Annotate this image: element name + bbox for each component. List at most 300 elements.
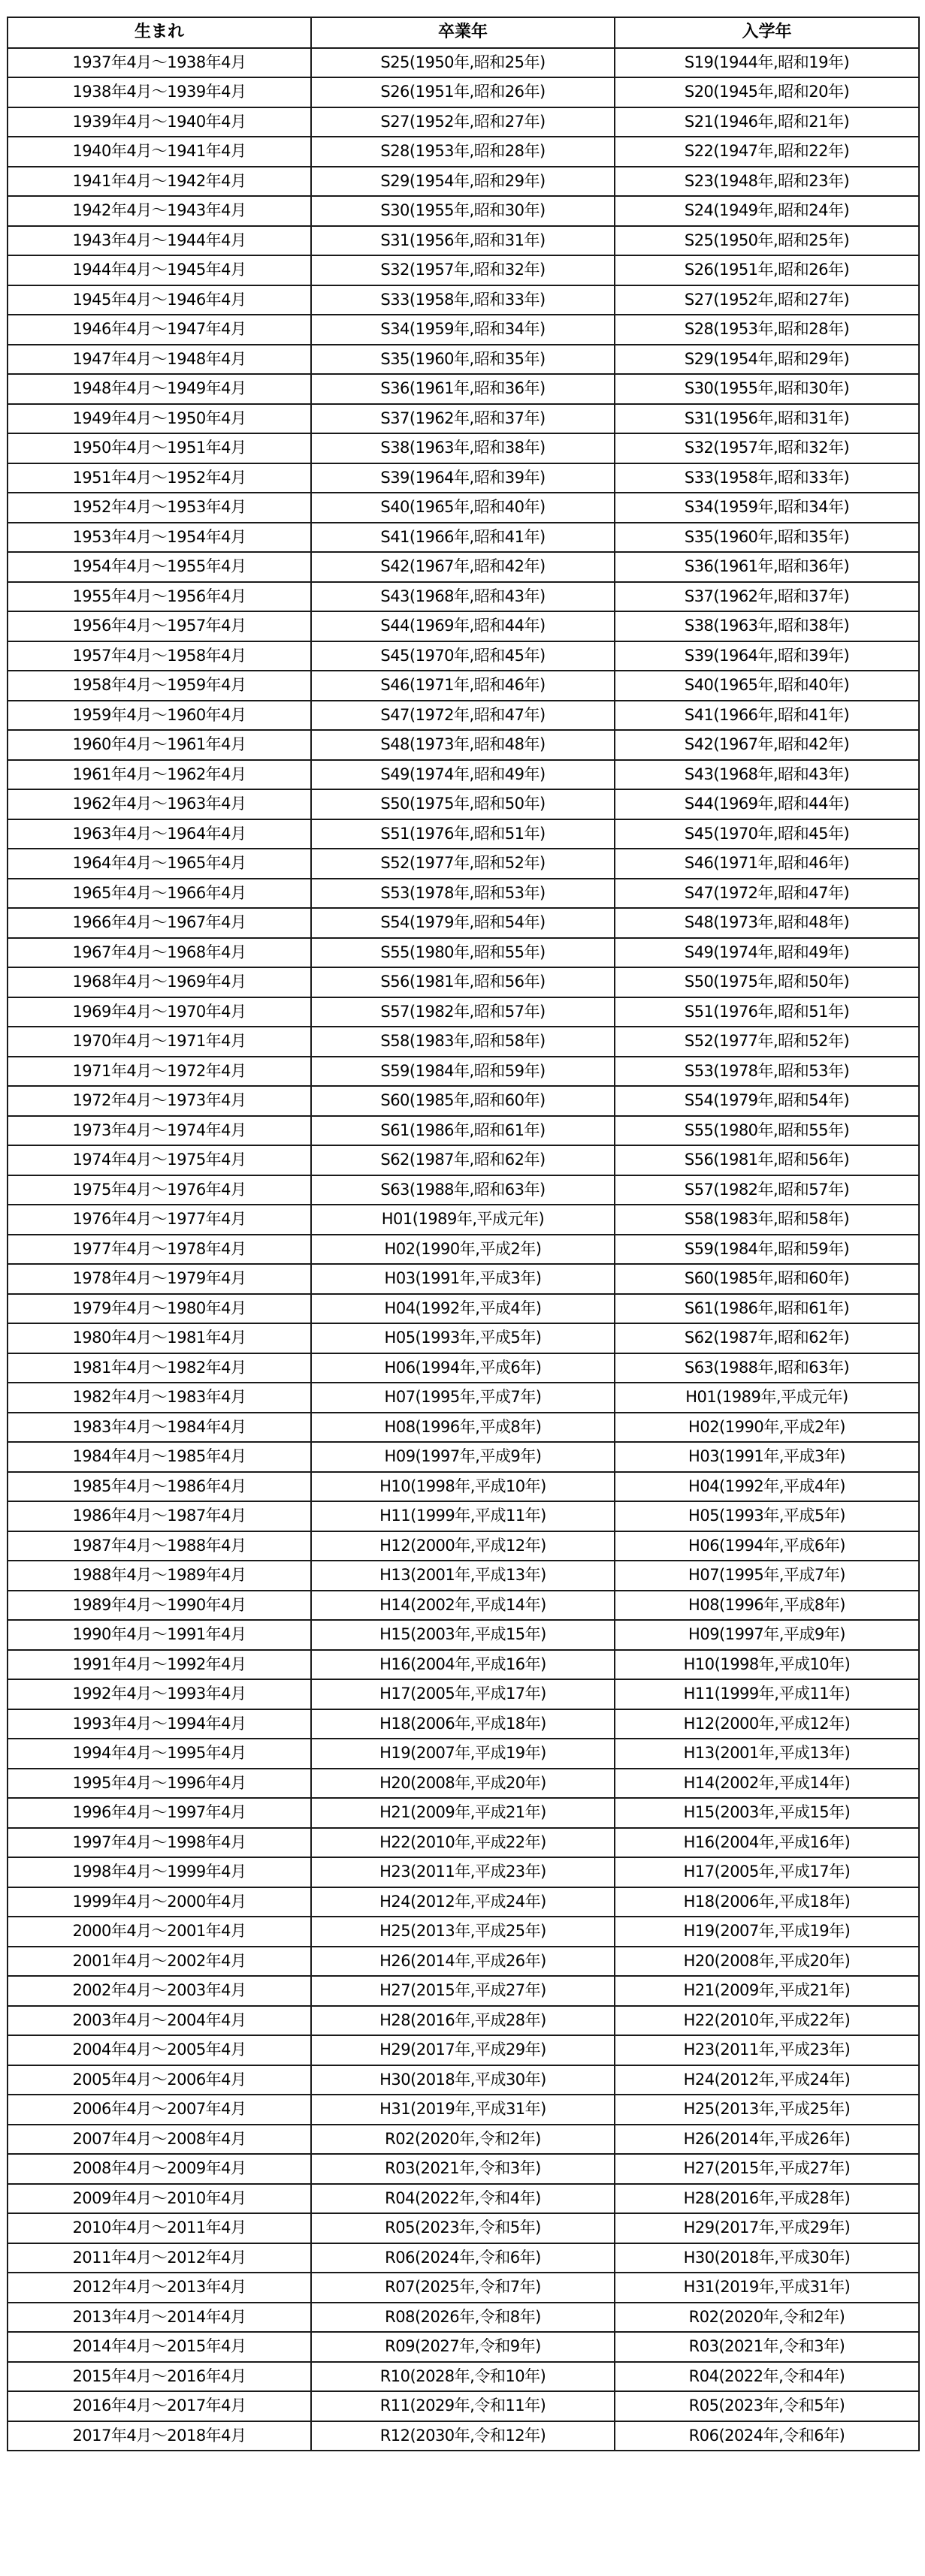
entrance-cell: H14(2002年,平成14年) (615, 1769, 919, 1799)
table-row (8, 1679, 919, 1709)
graduation-cell: S51(1976年,昭和51年) (311, 819, 615, 849)
birth-cell: 2011年4月～2012年4月 (8, 2243, 311, 2273)
entrance-cell: S30(1955年,昭和30年) (615, 374, 919, 404)
graduation-cell: H22(2010年,平成22年) (311, 1828, 615, 1858)
graduation-cell: H18(2006年,平成18年) (311, 1709, 615, 1739)
graduation-cell: H24(2012年,平成24年) (311, 1887, 615, 1917)
graduation-cell: S26(1951年,昭和26年) (311, 77, 615, 107)
birth-cell: 1937年4月～1938年4月 (8, 48, 311, 78)
graduation-cell: S57(1982年,昭和57年) (311, 997, 615, 1027)
entrance-cell: S19(1944年,昭和19年) (615, 48, 919, 78)
birth-cell: 1963年4月～1964年4月 (8, 819, 311, 849)
entrance-cell: S34(1959年,昭和34年) (615, 493, 919, 523)
entrance-cell: H18(2006年,平成18年) (615, 1887, 919, 1917)
birth-cell: 1992年4月～1993年4月 (8, 1679, 311, 1709)
entrance-cell: H12(2000年,平成12年) (615, 1709, 919, 1739)
graduation-cell: S47(1972年,昭和47年) (311, 701, 615, 731)
graduation-cell: R11(2029年,令和11年) (311, 2391, 615, 2421)
table-row (8, 1561, 919, 1591)
table-row (8, 1116, 919, 1146)
entrance-cell: S56(1981年,昭和56年) (615, 1145, 919, 1175)
birth-cell: 1973年4月～1974年4月 (8, 1116, 311, 1146)
birth-cell: 1959年4月～1960年4月 (8, 701, 311, 731)
table-row (8, 1887, 919, 1917)
entrance-cell: S50(1975年,昭和50年) (615, 967, 919, 997)
birth-cell: 1993年4月～1994年4月 (8, 1709, 311, 1739)
birth-cell: 1969年4月～1970年4月 (8, 997, 311, 1027)
table-row (8, 611, 919, 641)
graduation-cell: H23(2011年,平成23年) (311, 1857, 615, 1887)
birth-cell: 2016年4月～2017年4月 (8, 2391, 311, 2421)
graduation-cell: R04(2022年,令和4年) (311, 2184, 615, 2214)
birth-cell: 1951年4月～1952年4月 (8, 463, 311, 493)
birth-cell: 1946年4月～1947年4月 (8, 315, 311, 345)
entrance-cell: R02(2020年,令和2年) (615, 2303, 919, 2333)
graduation-cell: S62(1987年,昭和62年) (311, 1145, 615, 1175)
header-birth: 生まれ (8, 17, 311, 48)
birth-cell: 1981年4月～1982年4月 (8, 1353, 311, 1383)
graduation-cell: S53(1978年,昭和53年) (311, 879, 615, 909)
table-container (7, 17, 918, 2451)
graduation-cell: S30(1955年,昭和30年) (311, 196, 615, 226)
birth-cell: 1988年4月～1989年4月 (8, 1561, 311, 1591)
table-row (8, 671, 919, 701)
entrance-cell: S32(1957年,昭和32年) (615, 433, 919, 463)
birth-cell: 1952年4月～1953年4月 (8, 493, 311, 523)
entrance-cell: S49(1974年,昭和49年) (615, 938, 919, 968)
table-row (8, 1145, 919, 1175)
table-row (8, 463, 919, 493)
entrance-cell: H27(2015年,平成27年) (615, 2154, 919, 2184)
graduation-cell: R08(2026年,令和8年) (311, 2303, 615, 2333)
table-row (8, 1976, 919, 2006)
birth-cell: 1958年4月～1959年4月 (8, 671, 311, 701)
table-row (8, 789, 919, 819)
table-row (8, 285, 919, 315)
graduation-cell: H21(2009年,平成21年) (311, 1798, 615, 1828)
birth-cell: 1962年4月～1963年4月 (8, 789, 311, 819)
graduation-cell: R06(2024年,令和6年) (311, 2243, 615, 2273)
table-row (8, 48, 919, 78)
graduation-cell: H06(1994年,平成6年) (311, 1353, 615, 1383)
graduation-cell: S55(1980年,昭和55年) (311, 938, 615, 968)
entrance-cell: S62(1987年,昭和62年) (615, 1323, 919, 1353)
entrance-cell: H20(2008年,平成20年) (615, 1947, 919, 1977)
entrance-cell: H03(1991年,平成3年) (615, 1442, 919, 1472)
table-row (8, 2362, 919, 2392)
entrance-cell: S28(1953年,昭和28年) (615, 315, 919, 345)
birth-cell: 1995年4月～1996年4月 (8, 1769, 311, 1799)
table-row (8, 1828, 919, 1858)
graduation-cell: S36(1961年,昭和36年) (311, 374, 615, 404)
entrance-cell: S59(1984年,昭和59年) (615, 1235, 919, 1265)
table-row (8, 167, 919, 197)
table-row (8, 404, 919, 434)
birth-cell: 2007年4月～2008年4月 (8, 2125, 311, 2155)
birth-cell: 2008年4月～2009年4月 (8, 2154, 311, 2184)
entrance-cell: S41(1966年,昭和41年) (615, 701, 919, 731)
birth-cell: 1960年4月～1961年4月 (8, 730, 311, 760)
graduation-cell: H17(2005年,平成17年) (311, 1679, 615, 1709)
table-row (8, 1205, 919, 1235)
graduation-cell: H12(2000年,平成12年) (311, 1531, 615, 1561)
entrance-cell: S20(1945年,昭和20年) (615, 77, 919, 107)
graduation-cell: R10(2028年,令和10年) (311, 2362, 615, 2392)
graduation-cell: H08(1996年,平成8年) (311, 1413, 615, 1443)
birth-cell: 1967年4月～1968年4月 (8, 938, 311, 968)
graduation-cell: R09(2027年,令和9年) (311, 2332, 615, 2362)
graduation-cell: S34(1959年,昭和34年) (311, 315, 615, 345)
birth-cell: 1991年4月～1992年4月 (8, 1650, 311, 1680)
graduation-cell: S52(1977年,昭和52年) (311, 849, 615, 879)
graduation-cell: S41(1966年,昭和41年) (311, 523, 615, 553)
birth-cell: 1965年4月～1966年4月 (8, 879, 311, 909)
table-row (8, 1857, 919, 1887)
entrance-cell: S60(1985年,昭和60年) (615, 1264, 919, 1294)
birth-cell: 1961年4月～1962年4月 (8, 760, 311, 790)
birth-cell: 2010年4月～2011年4月 (8, 2213, 311, 2243)
entrance-cell: S42(1967年,昭和42年) (615, 730, 919, 760)
table-row (8, 2243, 919, 2273)
table-row (8, 641, 919, 671)
entrance-cell: R04(2022年,令和4年) (615, 2362, 919, 2392)
graduation-cell: S58(1983年,昭和58年) (311, 1027, 615, 1057)
graduation-cell: H29(2017年,平成29年) (311, 2035, 615, 2065)
table-row (8, 730, 919, 760)
entrance-cell: S57(1982年,昭和57年) (615, 1175, 919, 1205)
birth-cell: 1947年4月～1948年4月 (8, 345, 311, 375)
birth-cell: 2006年4月～2007年4月 (8, 2095, 311, 2125)
table-row (8, 493, 919, 523)
table-row (8, 1917, 919, 1947)
table-row (8, 1442, 919, 1472)
entrance-cell: S40(1965年,昭和40年) (615, 671, 919, 701)
entrance-cell: H23(2011年,平成23年) (615, 2035, 919, 2065)
table-row (8, 107, 919, 137)
birth-cell: 1987年4月～1988年4月 (8, 1531, 311, 1561)
table-row (8, 2006, 919, 2036)
table-row (8, 2095, 919, 2125)
table-row (8, 2332, 919, 2362)
table-header (8, 17, 919, 48)
graduation-cell: S60(1985年,昭和60年) (311, 1086, 615, 1116)
header-row (8, 17, 919, 48)
graduation-cell: R05(2023年,令和5年) (311, 2213, 615, 2243)
table-row (8, 1294, 919, 1324)
entrance-cell: R03(2021年,令和3年) (615, 2332, 919, 2362)
graduation-cell: R07(2025年,令和7年) (311, 2273, 615, 2303)
entrance-cell: S37(1962年,昭和37年) (615, 582, 919, 612)
graduation-cell: H20(2008年,平成20年) (311, 1769, 615, 1799)
table-row (8, 1235, 919, 1265)
birth-cell: 1942年4月～1943年4月 (8, 196, 311, 226)
entrance-cell: H24(2012年,平成24年) (615, 2065, 919, 2095)
entrance-cell: H26(2014年,平成26年) (615, 2125, 919, 2155)
graduation-cell: S50(1975年,昭和50年) (311, 789, 615, 819)
entrance-cell: H02(1990年,平成2年) (615, 1413, 919, 1443)
birth-cell: 2014年4月～2015年4月 (8, 2332, 311, 2362)
graduation-cell: S32(1957年,昭和32年) (311, 255, 615, 285)
table-row (8, 701, 919, 731)
entrance-cell: H22(2010年,平成22年) (615, 2006, 919, 2036)
birth-cell: 1955年4月～1956年4月 (8, 582, 311, 612)
entrance-cell: S53(1978年,昭和53年) (615, 1057, 919, 1087)
birth-cell: 1954年4月～1955年4月 (8, 552, 311, 582)
table-row (8, 582, 919, 612)
table-row (8, 2065, 919, 2095)
graduation-cell: H02(1990年,平成2年) (311, 1235, 615, 1265)
table-row (8, 997, 919, 1027)
entrance-cell: H07(1995年,平成7年) (615, 1561, 919, 1591)
table-row (8, 255, 919, 285)
table-row (8, 196, 919, 226)
entrance-cell: H04(1992年,平成4年) (615, 1472, 919, 1502)
birth-cell: 1943年4月～1944年4月 (8, 226, 311, 256)
entrance-cell: S63(1988年,昭和63年) (615, 1353, 919, 1383)
birth-cell: 1994年4月～1995年4月 (8, 1739, 311, 1769)
birth-cell: 1949年4月～1950年4月 (8, 404, 311, 434)
table-row (8, 1947, 919, 1977)
birth-cell: 1948年4月～1949年4月 (8, 374, 311, 404)
table-row (8, 849, 919, 879)
graduation-cell: H11(1999年,平成11年) (311, 1501, 615, 1531)
entrance-cell: S26(1951年,昭和26年) (615, 255, 919, 285)
birth-cell: 1978年4月～1979年4月 (8, 1264, 311, 1294)
birth-cell: 1953年4月～1954年4月 (8, 523, 311, 553)
birth-cell: 1983年4月～1984年4月 (8, 1413, 311, 1443)
table-row (8, 1531, 919, 1561)
entrance-cell: H10(1998年,平成10年) (615, 1650, 919, 1680)
table-row (8, 1057, 919, 1087)
graduation-cell: S37(1962年,昭和37年) (311, 404, 615, 434)
graduation-cell: S42(1967年,昭和42年) (311, 552, 615, 582)
entrance-cell: H25(2013年,平成25年) (615, 2095, 919, 2125)
birth-cell: 1945年4月～1946年4月 (8, 285, 311, 315)
table-row (8, 433, 919, 463)
table-row (8, 1086, 919, 1116)
birth-cell: 1939年4月～1940年4月 (8, 107, 311, 137)
graduation-cell: S56(1981年,昭和56年) (311, 967, 615, 997)
birth-cell: 1957年4月～1958年4月 (8, 641, 311, 671)
table-row (8, 1769, 919, 1799)
graduation-cell: S40(1965年,昭和40年) (311, 493, 615, 523)
table-row (8, 879, 919, 909)
entrance-cell: S38(1963年,昭和38年) (615, 611, 919, 641)
table-row (8, 967, 919, 997)
entrance-cell: H30(2018年,平成30年) (615, 2243, 919, 2273)
entrance-cell: S31(1956年,昭和31年) (615, 404, 919, 434)
birth-cell: 1940年4月～1941年4月 (8, 137, 311, 167)
birth-cell: 1970年4月～1971年4月 (8, 1027, 311, 1057)
table-row (8, 819, 919, 849)
birth-cell: 2005年4月～2006年4月 (8, 2065, 311, 2095)
entrance-cell: H15(2003年,平成15年) (615, 1798, 919, 1828)
entrance-cell: S25(1950年,昭和25年) (615, 226, 919, 256)
graduation-cell: S46(1971年,昭和46年) (311, 671, 615, 701)
graduation-cell: S61(1986年,昭和61年) (311, 1116, 615, 1146)
table-row (8, 2125, 919, 2155)
entrance-cell: H08(1996年,平成8年) (615, 1591, 919, 1621)
birth-cell: 1989年4月～1990年4月 (8, 1591, 311, 1621)
graduation-cell: S29(1954年,昭和29年) (311, 167, 615, 197)
entrance-cell: S47(1972年,昭和47年) (615, 879, 919, 909)
graduation-cell: R02(2020年,令和2年) (311, 2125, 615, 2155)
birth-cell: 2015年4月～2016年4月 (8, 2362, 311, 2392)
birth-cell: 1956年4月～1957年4月 (8, 611, 311, 641)
entrance-cell: H13(2001年,平成13年) (615, 1739, 919, 1769)
entrance-cell: S55(1980年,昭和55年) (615, 1116, 919, 1146)
graduation-cell: H28(2016年,平成28年) (311, 2006, 615, 2036)
entrance-cell: S58(1983年,昭和58年) (615, 1205, 919, 1235)
entrance-cell: H19(2007年,平成19年) (615, 1917, 919, 1947)
birth-cell: 2017年4月～2018年4月 (8, 2421, 311, 2451)
graduation-cell: H27(2015年,平成27年) (311, 1976, 615, 2006)
graduation-cell: S38(1963年,昭和38年) (311, 433, 615, 463)
birth-cell: 1999年4月～2000年4月 (8, 1887, 311, 1917)
table-row (8, 1620, 919, 1650)
birth-cell: 1966年4月～1967年4月 (8, 908, 311, 938)
entrance-cell: R06(2024年,令和6年) (615, 2421, 919, 2451)
entrance-cell: S21(1946年,昭和21年) (615, 107, 919, 137)
birth-cell: 1985年4月～1986年4月 (8, 1472, 311, 1502)
table-row (8, 374, 919, 404)
entrance-cell: S44(1969年,昭和44年) (615, 789, 919, 819)
entrance-cell: S23(1948年,昭和23年) (615, 167, 919, 197)
entrance-cell: H17(2005年,平成17年) (615, 1857, 919, 1887)
header-graduation-year: 卒業年 (311, 17, 615, 48)
birth-cell: 1950年4月～1951年4月 (8, 433, 311, 463)
birth-cell: 1990年4月～1991年4月 (8, 1620, 311, 1650)
entrance-cell: H21(2009年,平成21年) (615, 1976, 919, 2006)
graduation-cell: H04(1992年,平成4年) (311, 1294, 615, 1324)
table-row (8, 938, 919, 968)
table-row (8, 2213, 919, 2243)
birth-cell: 2000年4月～2001年4月 (8, 1917, 311, 1947)
entrance-cell: S61(1986年,昭和61年) (615, 1294, 919, 1324)
birth-cell: 1997年4月～1998年4月 (8, 1828, 311, 1858)
birth-cell: 1964年4月～1965年4月 (8, 849, 311, 879)
birth-cell: 2009年4月～2010年4月 (8, 2184, 311, 2214)
table-row (8, 2273, 919, 2303)
entrance-cell: S54(1979年,昭和54年) (615, 1086, 919, 1116)
entrance-cell: S36(1961年,昭和36年) (615, 552, 919, 582)
birth-cell: 1996年4月～1997年4月 (8, 1798, 311, 1828)
birth-cell: 1986年4月～1987年4月 (8, 1501, 311, 1531)
table-row (8, 1323, 919, 1353)
table-row (8, 1472, 919, 1502)
graduation-cell: R03(2021年,令和3年) (311, 2154, 615, 2184)
entrance-cell: S39(1964年,昭和39年) (615, 641, 919, 671)
entrance-cell: S45(1970年,昭和45年) (615, 819, 919, 849)
table-row (8, 315, 919, 345)
table-row (8, 1264, 919, 1294)
birth-cell: 2003年4月～2004年4月 (8, 2006, 311, 2036)
graduation-cell: S35(1960年,昭和35年) (311, 345, 615, 375)
entrance-cell: S24(1949年,昭和24年) (615, 196, 919, 226)
table-row (8, 1413, 919, 1443)
entrance-cell: H16(2004年,平成16年) (615, 1828, 919, 1858)
table-row (8, 2391, 919, 2421)
birth-cell: 1944年4月～1945年4月 (8, 255, 311, 285)
table-row (8, 1027, 919, 1057)
entrance-cell: S22(1947年,昭和22年) (615, 137, 919, 167)
birth-cell: 1998年4月～1999年4月 (8, 1857, 311, 1887)
graduation-cell: S45(1970年,昭和45年) (311, 641, 615, 671)
birth-cell: 2002年4月～2003年4月 (8, 1976, 311, 2006)
entrance-cell: R05(2023年,令和5年) (615, 2391, 919, 2421)
entrance-cell: S52(1977年,昭和52年) (615, 1027, 919, 1057)
birth-cell: 2012年4月～2013年4月 (8, 2273, 311, 2303)
table-row (8, 760, 919, 790)
table-row (8, 2421, 919, 2451)
table-row (8, 2184, 919, 2214)
table-row (8, 1709, 919, 1739)
table-row (8, 1501, 919, 1531)
graduation-cell: S49(1974年,昭和49年) (311, 760, 615, 790)
graduation-cell: H15(2003年,平成15年) (311, 1620, 615, 1650)
entrance-cell: H31(2019年,平成31年) (615, 2273, 919, 2303)
table-row (8, 2303, 919, 2333)
graduation-cell: H07(1995年,平成7年) (311, 1383, 615, 1413)
birth-cell: 1977年4月～1978年4月 (8, 1235, 311, 1265)
table-row (8, 1739, 919, 1769)
graduation-cell: S28(1953年,昭和28年) (311, 137, 615, 167)
entrance-cell: S46(1971年,昭和46年) (615, 849, 919, 879)
table-row (8, 2154, 919, 2184)
birth-cell: 1972年4月～1973年4月 (8, 1086, 311, 1116)
graduation-cell: H09(1997年,平成9年) (311, 1442, 615, 1472)
graduation-cell: S48(1973年,昭和48年) (311, 730, 615, 760)
birth-cell: 1982年4月～1983年4月 (8, 1383, 311, 1413)
graduation-cell: H16(2004年,平成16年) (311, 1650, 615, 1680)
graduation-cell: H26(2014年,平成26年) (311, 1947, 615, 1977)
graduation-cell: H10(1998年,平成10年) (311, 1472, 615, 1502)
graduation-cell: H03(1991年,平成3年) (311, 1264, 615, 1294)
birth-cell: 1984年4月～1985年4月 (8, 1442, 311, 1472)
birth-cell: 1968年4月～1969年4月 (8, 967, 311, 997)
graduation-cell: S54(1979年,昭和54年) (311, 908, 615, 938)
birth-cell: 1971年4月～1972年4月 (8, 1057, 311, 1087)
birth-cell: 1938年4月～1939年4月 (8, 77, 311, 107)
entrance-cell: S48(1973年,昭和48年) (615, 908, 919, 938)
birth-cell: 1976年4月～1977年4月 (8, 1205, 311, 1235)
birth-cell: 1941年4月～1942年4月 (8, 167, 311, 197)
graduation-cell: S43(1968年,昭和43年) (311, 582, 615, 612)
entrance-cell: S35(1960年,昭和35年) (615, 523, 919, 553)
table-row (8, 1175, 919, 1205)
table-row (8, 1798, 919, 1828)
table-row (8, 908, 919, 938)
table-row (8, 2035, 919, 2065)
graduation-cell: S33(1958年,昭和33年) (311, 285, 615, 315)
table-body (8, 48, 919, 2451)
graduation-cell: H13(2001年,平成13年) (311, 1561, 615, 1591)
entrance-cell: S51(1976年,昭和51年) (615, 997, 919, 1027)
graduation-cell: S25(1950年,昭和25年) (311, 48, 615, 78)
table-row (8, 77, 919, 107)
entrance-cell: S27(1952年,昭和27年) (615, 285, 919, 315)
table-row (8, 523, 919, 553)
graduation-cell: S44(1969年,昭和44年) (311, 611, 615, 641)
table-row (8, 137, 919, 167)
graduation-cell: H19(2007年,平成19年) (311, 1739, 615, 1769)
entrance-cell: H11(1999年,平成11年) (615, 1679, 919, 1709)
table-row (8, 345, 919, 375)
table-row (8, 1353, 919, 1383)
birth-cell: 1975年4月～1976年4月 (8, 1175, 311, 1205)
entrance-cell: H01(1989年,平成元年) (615, 1383, 919, 1413)
graduation-cell: H31(2019年,平成31年) (311, 2095, 615, 2125)
